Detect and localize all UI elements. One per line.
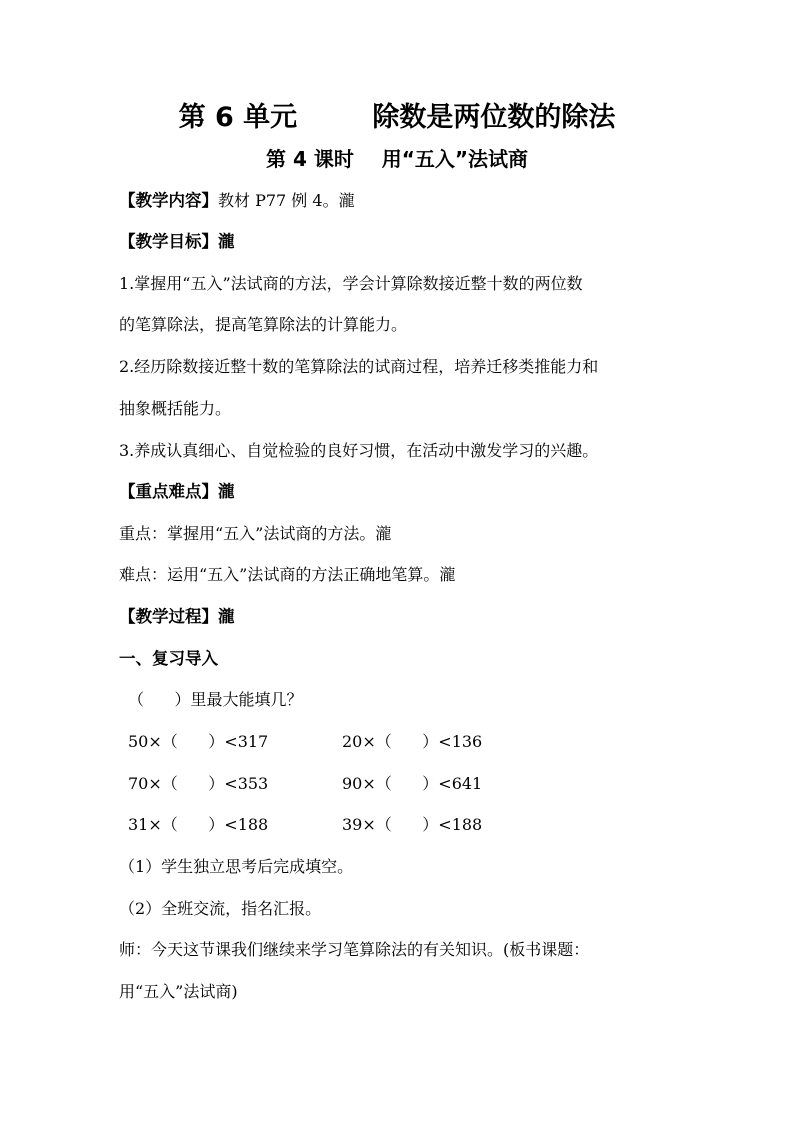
key-difficulty-heading: 【重点难点】瀧 [119,482,235,501]
teacher-line: 师：今天这节课我们继续来学习笔算除法的有关知识。(板书课题： [119,940,590,959]
teaching-objectives-heading: 【教学目标】瀧 [119,232,235,251]
teaching-process-heading: 【教学过程】瀧 [119,607,235,626]
step-line-1: （1）学生独立思考后完成填空。 [119,857,354,876]
key-point-line: 重点：掌握用“五入”法试商的方法。瀧 [119,524,392,543]
question-line: （ ）里最大能填几？ [128,690,303,709]
objective-line-4: 抽象概括能力。 [119,399,232,418]
teacher-line-cont: 用“五入”法试商) [119,982,238,1001]
exercise-2b: 90×（ ）<641 [342,774,483,793]
teaching-content-label: 【教学内容】 [119,191,218,210]
objective-line-1: 1.掌握用“五入”法试商的方法，学会计算除数接近整十数的两位数 [119,274,583,293]
exercise-3a: 31×（ ）<188 [128,815,269,834]
teaching-content-line [119,189,689,213]
teaching-content-text: 教材 P77 例 4。瀧 [218,191,355,210]
step-line-2: （2）全班交流，指名汇报。 [119,899,322,918]
objective-line-3: 2.经历除数接近整十数的笔算除法的试商过程，培养迁移类推能力和 [119,357,599,376]
exercise-1a: 50×（ ）<317 [128,732,269,751]
page-title: 第 6 单元 除数是两位数的除法 [178,102,616,133]
exercise-1b: 20×（ ）<136 [342,732,483,751]
exercise-2a: 70×（ ）<353 [128,774,269,793]
section-review-heading: 一、复习导入 [119,649,218,668]
difficulty-line: 难点：运用“五入”法试商的方法正确地笔算。瀧 [119,565,456,584]
objective-line-5: 3.养成认真细心、自觉检验的良好习惯，在活动中激发学习的兴趣。 [119,441,599,460]
objective-line-2: 的笔算除法，提高笔算除法的计算能力。 [119,315,408,334]
page-subtitle: 第 4 课时 用“五入”法试商 [266,147,528,171]
exercise-3b: 39×（ ）<188 [342,815,483,834]
